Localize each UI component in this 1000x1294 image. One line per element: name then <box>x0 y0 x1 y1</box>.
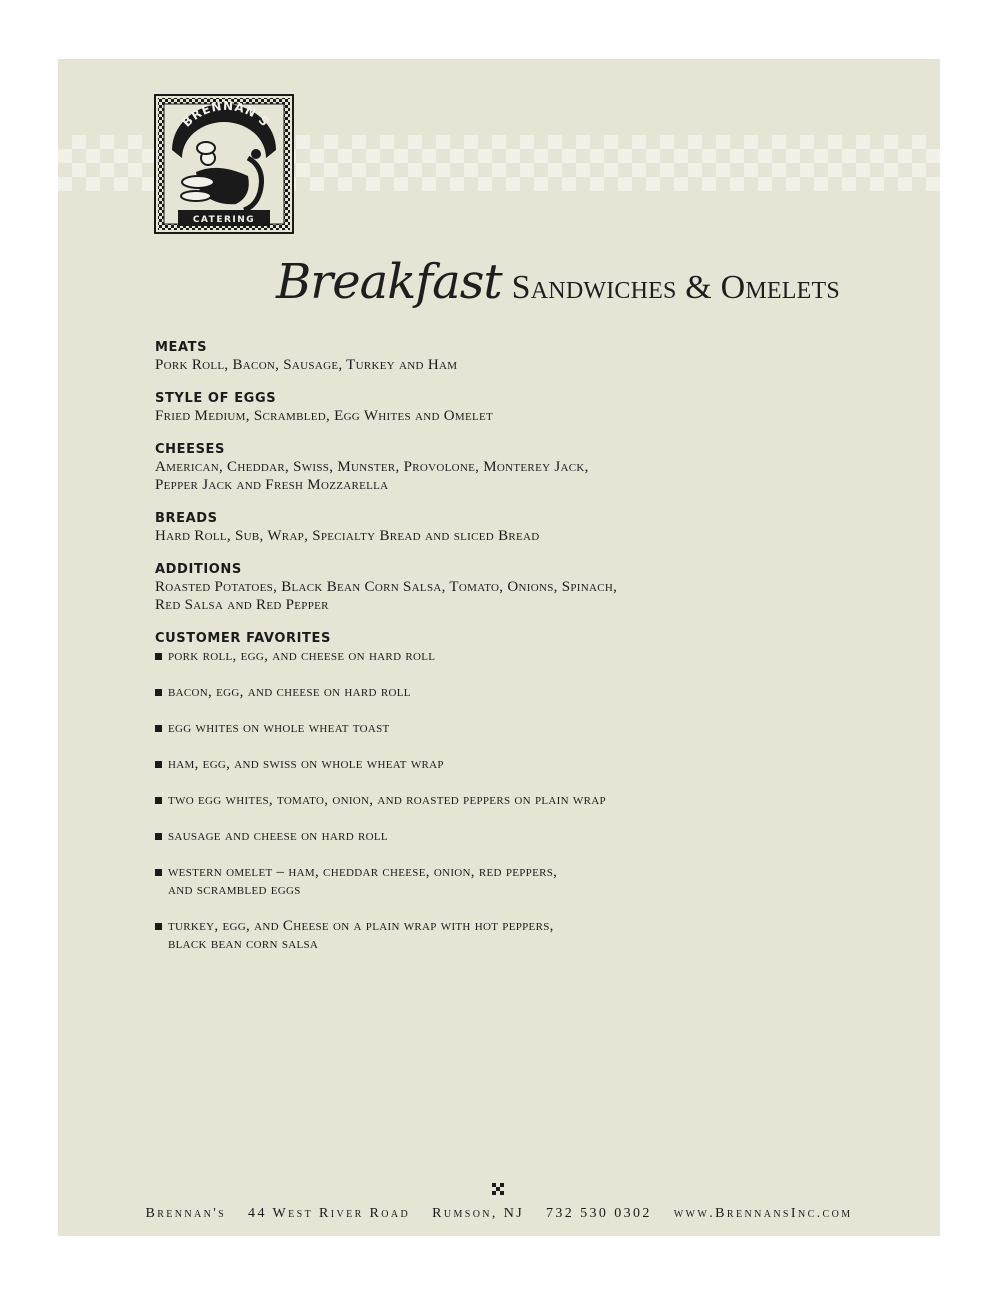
favorite-text: egg whites on whole wheat toast <box>168 720 390 736</box>
list-item <box>155 647 875 665</box>
checker-ornament-icon <box>492 1183 504 1195</box>
square-bullet-icon <box>155 761 162 768</box>
square-bullet-icon <box>155 869 162 876</box>
section-heading: ADDITIONS <box>155 562 242 577</box>
section-text: Roasted Potatoes, Black Bean Corn Salsa, Tomato, Onions, Spinach, Red Salsa and Red Pepper <box>155 579 618 613</box>
list-item <box>155 755 875 773</box>
menu-page <box>58 59 940 1236</box>
list-item <box>155 917 875 953</box>
section-text: American, Cheddar, Swiss, Munster, Provolone, Monterey Jack, Pepper Jack and Fresh Mozzarella <box>155 459 589 493</box>
square-bullet-icon <box>155 797 162 804</box>
footer-website-link[interactable]: www.BrennansInc.com <box>673 1206 853 1221</box>
square-bullet-icon <box>155 923 162 930</box>
list-item <box>155 863 875 899</box>
square-bullet-icon <box>155 725 162 732</box>
square-bullet-icon <box>155 689 162 696</box>
favorite-text: bacon, egg, and cheese on hard roll <box>168 684 411 700</box>
section-heading: CHEESES <box>155 442 225 457</box>
section-customer-favorites <box>155 630 875 953</box>
section-heading: STYLE OF EGGS <box>155 391 277 406</box>
footer-city: Rumson, NJ <box>432 1206 525 1221</box>
favorite-text: turkey, egg, and Cheese on a plain wrap with hot peppers, black bean corn salsa <box>168 918 554 952</box>
favorites-list <box>155 647 875 953</box>
page-title <box>276 254 840 314</box>
list-item <box>155 719 875 737</box>
section-style-of-eggs <box>155 390 875 425</box>
footer-address: 44 West River Road <box>248 1206 411 1221</box>
section-heading: BREADS <box>155 511 218 526</box>
section-cheeses <box>155 441 875 494</box>
favorite-text: pork roll, egg, and cheese on hard roll <box>168 648 436 664</box>
section-text: Pork Roll, Bacon, Sausage, Turkey and Ham <box>155 357 458 373</box>
list-item <box>155 683 875 701</box>
section-text: Fried Medium, Scrambled, Egg Whites and Omelet <box>155 408 494 424</box>
logo-bottom-text: CATERING <box>192 215 256 225</box>
menu-content <box>155 339 875 971</box>
footer-name: Brennan's <box>145 1206 227 1221</box>
section-text: Hard Roll, Sub, Wrap, Specialty Bread and sliced Bread <box>155 528 540 544</box>
list-item <box>155 827 875 845</box>
footer-contact <box>58 1206 940 1222</box>
list-item <box>155 791 875 809</box>
section-breads <box>155 510 875 545</box>
section-meats <box>155 339 875 374</box>
favorite-text: two egg whites, tomato, onion, and roasted peppers on plain wrap <box>168 792 606 808</box>
favorite-text: western omelet – ham, cheddar cheese, onion, red peppers, and scrambled eggs <box>168 864 558 898</box>
section-heading: CUSTOMER FAVORITES <box>155 631 331 646</box>
favorite-text: ham, egg, and swiss on whole wheat wrap <box>168 756 444 772</box>
logo-top-text: BRENNAN'S <box>179 98 273 130</box>
favorite-text: sausage and cheese on hard roll <box>168 828 388 844</box>
footer-phone: 732 530 0302 <box>546 1206 652 1221</box>
brennans-catering-logo <box>154 94 294 234</box>
section-additions <box>155 561 875 614</box>
title-caps: Sandwiches & Omelets <box>511 269 840 306</box>
logo-graphic <box>156 96 292 232</box>
title-script: Breakfast <box>276 254 502 310</box>
square-bullet-icon <box>155 833 162 840</box>
square-bullet-icon <box>155 653 162 660</box>
section-heading: MEATS <box>155 340 208 355</box>
